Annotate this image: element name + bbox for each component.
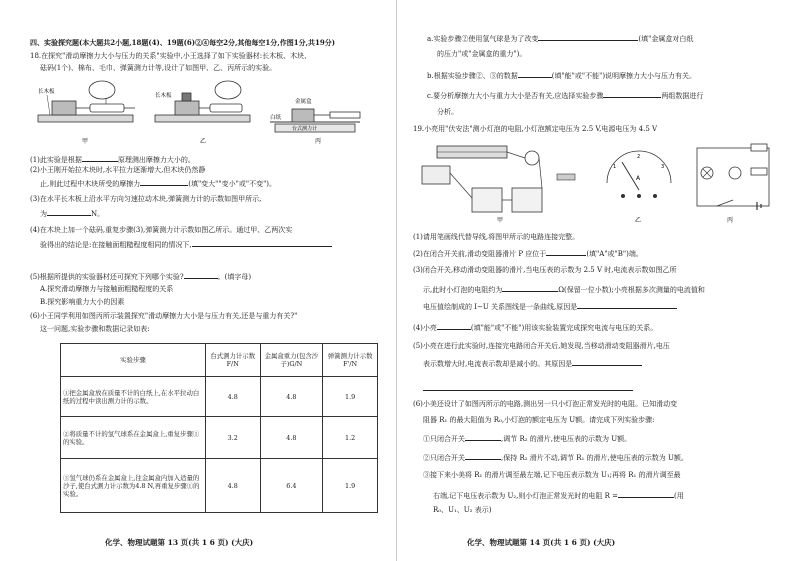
q19-p3-line1: (3)闭合开关,移动滑动变阻器的滑片,当电压表的示数为 2.5 V 时,电流表示数如图乙所 [413, 266, 677, 274]
q18-p2-line2: 止,则此过程中木块所受的摩擦力 (填"变大""变小"或"不变")。 [40, 180, 277, 188]
voltmeter [512, 188, 542, 212]
blank-can-or-cannot[interactable] [518, 70, 552, 78]
label-metal-box: 金属盒 [295, 99, 312, 105]
table-row [61, 377, 378, 417]
section-title: 四、实验探究题(本大题共2小题,18题(4)、19题(6)②④每空2分,其他每空1分,作图1分,共19分) [30, 38, 336, 47]
table-cell-step: ①把金属盒放在质量不计的白纸上,在水平拉动白纸的过程中读出测力计的示数。 [61, 377, 206, 417]
table-cell-fp: 1.9 [323, 377, 378, 417]
figure-jia-circuit [422, 146, 575, 224]
q19-p1: (1)请用笔画线代替导线,将图甲所示的电路连接完整。 [413, 233, 580, 241]
blank-spring-reading[interactable] [47, 208, 91, 216]
blank-slider-end[interactable] [546, 248, 586, 256]
label-yi: 乙 [635, 217, 642, 224]
q19-p6-step1: ①只闭合开关 ,调节 R₂ 的滑片,使电压表的示数为 U额。 [423, 435, 632, 443]
experiment-table [60, 343, 378, 513]
table-cell-g: 6.4 [260, 459, 323, 513]
q18-stem-line2: 砝码(1个)、棉布、毛巾、弹簧测力计等,设计了如图甲、乙、丙所示的实验。 [40, 64, 277, 72]
table-cell-step: ②将质量不计的氢气球系在金属盒上,重复步骤①的实验。 [61, 417, 206, 459]
table-cell-g: 4.8 [260, 377, 323, 417]
table-header-row [61, 344, 378, 377]
table-cell-fp: 1.2 [323, 417, 378, 459]
switch-symbol [717, 200, 733, 206]
q19-p5-line2: 表示数增大时,电流表示数却是减小的。其原因是 [423, 358, 642, 369]
q18-p6-line1: (6)小王同学利用如图丙所示装置探究"滑动摩擦力大小是与压力有关,还是与重力有关?" [30, 312, 298, 320]
q18-p3-line1: (3)在水平长木板上沿水平方向匀速拉动木块,弹簧测力计的示数如图甲所示, [30, 195, 262, 203]
blank-balloon-purpose[interactable] [538, 33, 638, 41]
dial-tick-1: 1 [613, 164, 617, 170]
blank-friction-change[interactable] [140, 178, 188, 186]
page-14 [397, 0, 794, 561]
blank-steps-choice[interactable] [603, 90, 661, 98]
table-header: 台式测力计示数 F/N [205, 344, 260, 377]
q18-a-line1: a.实验步骤②使用氢气球是为了改变 (填"金属盒对白纸 [427, 35, 694, 43]
table-cell-g: 4.8 [260, 417, 323, 459]
q19-p6-step3-line3: R₀、U₁、U₂ 表示) [433, 506, 492, 514]
dial-tick-2: 2 [637, 154, 641, 160]
bulb [525, 151, 539, 165]
figure-yi-dial [607, 151, 671, 224]
r1-symbol [751, 168, 767, 175]
label-jia: 甲 [82, 138, 89, 145]
q19-p3-line2: 示,此时小灯泡的电阻约为 Ω(保留一位小数);小亮根据多次测量的电流值和 [423, 286, 705, 294]
blank-principle[interactable] [82, 154, 118, 162]
figure-bing [270, 97, 360, 145]
q19-p6-step3-line2: 右端,记下电压表示数为 U₂,则小灯泡正常发光时的电阻 R = (用 [433, 492, 684, 500]
q19-p6-line2: 阻器 R₁ 的最大阻值为 R₀,小灯泡的额定电压为 U额。请完成下列实验步骤: [423, 416, 655, 424]
blank-fault-reason-continued[interactable] [423, 383, 633, 391]
blank-conclusion[interactable] [192, 239, 332, 247]
switch [557, 174, 575, 180]
label-yi: 乙 [200, 138, 207, 145]
q19-p6-line1: (6)小美还设计了如图丙所示的电路,测出另一只小灯泡正常发光时的电阻。已知滑动变 [413, 400, 678, 408]
table-cell-f: 3.2 [205, 417, 260, 459]
table-row [61, 459, 378, 513]
label-scale: 台式测力计 [292, 126, 318, 132]
blank-resistance[interactable] [502, 284, 558, 292]
q18-p2-line1: (2)小王刚开始拉木块时,水平拉力逐渐增大,但木块仍然静 [30, 166, 206, 174]
table-cell-f: 4.8 [205, 377, 260, 417]
q19-p6-step2: ②只闭合开关 ,保持 R₂ 滑片不动,调节 R₁ 的滑片,使电压表的示数为 U额。 [423, 454, 688, 462]
label-bing: 丙 [315, 138, 322, 145]
footer-page-14: 化学、物理试题第 14 页(共 1 6 页) (大庆) [467, 538, 616, 547]
table-cell-step: ③氢气球仍系在金属盒上,往金属盒内加入适量的沙子,使台式测力计示数为4.8 N,再重复步骤①的实验。 [61, 459, 206, 513]
table-cell-fp: 1.9 [323, 459, 378, 513]
label-board-jia: 长木板 [38, 89, 55, 95]
q19-p5-line1: (5)小亮在进行此实验时,连接完电路闭合开关后,她发现,当移动滑动变阻器滑片,电压 [413, 342, 670, 350]
label-bing: 丙 [727, 217, 734, 224]
q18-b: b.根据实验步骤②、③的数据 (填"能"或"不能")说明摩擦力大小与压力有关。 [427, 72, 697, 80]
dial-unit: A [636, 175, 641, 182]
battery [422, 166, 450, 184]
dial-tick-3: 3 [661, 164, 665, 170]
q18-p4-line1: (4)在木块上加一个砝码,重复步骤(3),弹簧测力计示数如图乙所示。通过甲、乙两次实 [30, 226, 293, 234]
q18-p1: (1)此实验是根据 原理测出摩擦力大小的。 [30, 156, 195, 164]
q18-a-line2: 的压力"或"金属盒的重力")。 [437, 50, 527, 58]
q18-p4-line2: 验得出的结论是:在接触面粗糙程度相同的情况下, [40, 239, 332, 250]
table-header: 弹簧测力计示数 F'/N [323, 344, 378, 377]
figure-yi [155, 81, 250, 145]
voltmeter-symbol [729, 167, 741, 179]
blank-can-explore[interactable] [437, 322, 471, 330]
figure-bing-schematic [697, 144, 769, 224]
r2-symbol [751, 144, 767, 151]
label-white-paper: 白纸 [270, 115, 282, 121]
q18-p5-option-b: B.探究影响重力大小的因素 [40, 298, 125, 306]
ammeter [472, 188, 502, 212]
table-header: 实验步骤 [61, 344, 206, 377]
q18-p5-option-a: A.探究滑动摩擦力与接触面粗糙程度的关系 [40, 285, 174, 293]
blank-curve-reason[interactable] [577, 301, 677, 309]
blank-resistance-expression[interactable] [618, 490, 674, 498]
q18-p5: (5)根据所提供的实验器材还可探究下列哪个实验? 。(填字母) [30, 273, 252, 281]
q18-figures [30, 75, 375, 147]
q18-p6-line2: 这一问题,实验步骤和数据记录如表: [40, 325, 150, 333]
q19-figures [417, 138, 787, 224]
q19-p2: (2)在闭合开关前,滑动变阻器滑片 P 应位于 (填"A"或"B")端。 [413, 250, 643, 258]
label-board-yi: 长木板 [155, 93, 172, 99]
blank-fault-reason[interactable] [572, 358, 642, 366]
q18-p3-line2: 为 N。 [40, 210, 105, 218]
q19-stem: 19.小亮用"伏安法"测小灯泡的电阻,小灯泡额定电压为 2.5 V,电源电压为 4.5 V [413, 125, 658, 133]
q19-p4: (4)小亮 (填"能"或"不能")用该实验装置完成探究电流与电压的关系。 [413, 324, 658, 332]
table-header: 金属盒重力(包含沙子)G/N [260, 344, 323, 377]
q18-stem-line1: 18.在探究"滑动摩擦力大小与压力的关系"实验中,小王选择了如下实验器材:长木板、木块、 [30, 52, 312, 60]
table-cell-f: 4.8 [205, 459, 260, 513]
q18-c-line1: c.要分析摩擦力大小与重力大小是否有关,应选择实验步骤 两组数据进行 [427, 92, 704, 100]
footer-page-13: 化学、物理试题第 13 页(共 1 6 页) (大庆) [105, 538, 254, 547]
blank-switch-step1[interactable] [465, 433, 501, 441]
blank-extra-experiment[interactable] [184, 271, 218, 279]
q19-p3-line3: 电压值绘制成的 I−U 关系图线是一条曲线,原因是 [423, 301, 677, 312]
q18-c-line2: 分析。 [437, 108, 458, 116]
blank-switch-step2[interactable] [465, 452, 501, 460]
q19-p5-blank-line [423, 383, 633, 394]
q19-p6-step3-line1: ③接下来小美将 R₁ 的滑片调至最左端,记下电压表示数为 U₁;再将 R₁ 的滑片调至最 [423, 471, 681, 479]
table-row [61, 417, 378, 459]
figure-jia [38, 81, 135, 145]
label-jia: 甲 [497, 217, 504, 224]
